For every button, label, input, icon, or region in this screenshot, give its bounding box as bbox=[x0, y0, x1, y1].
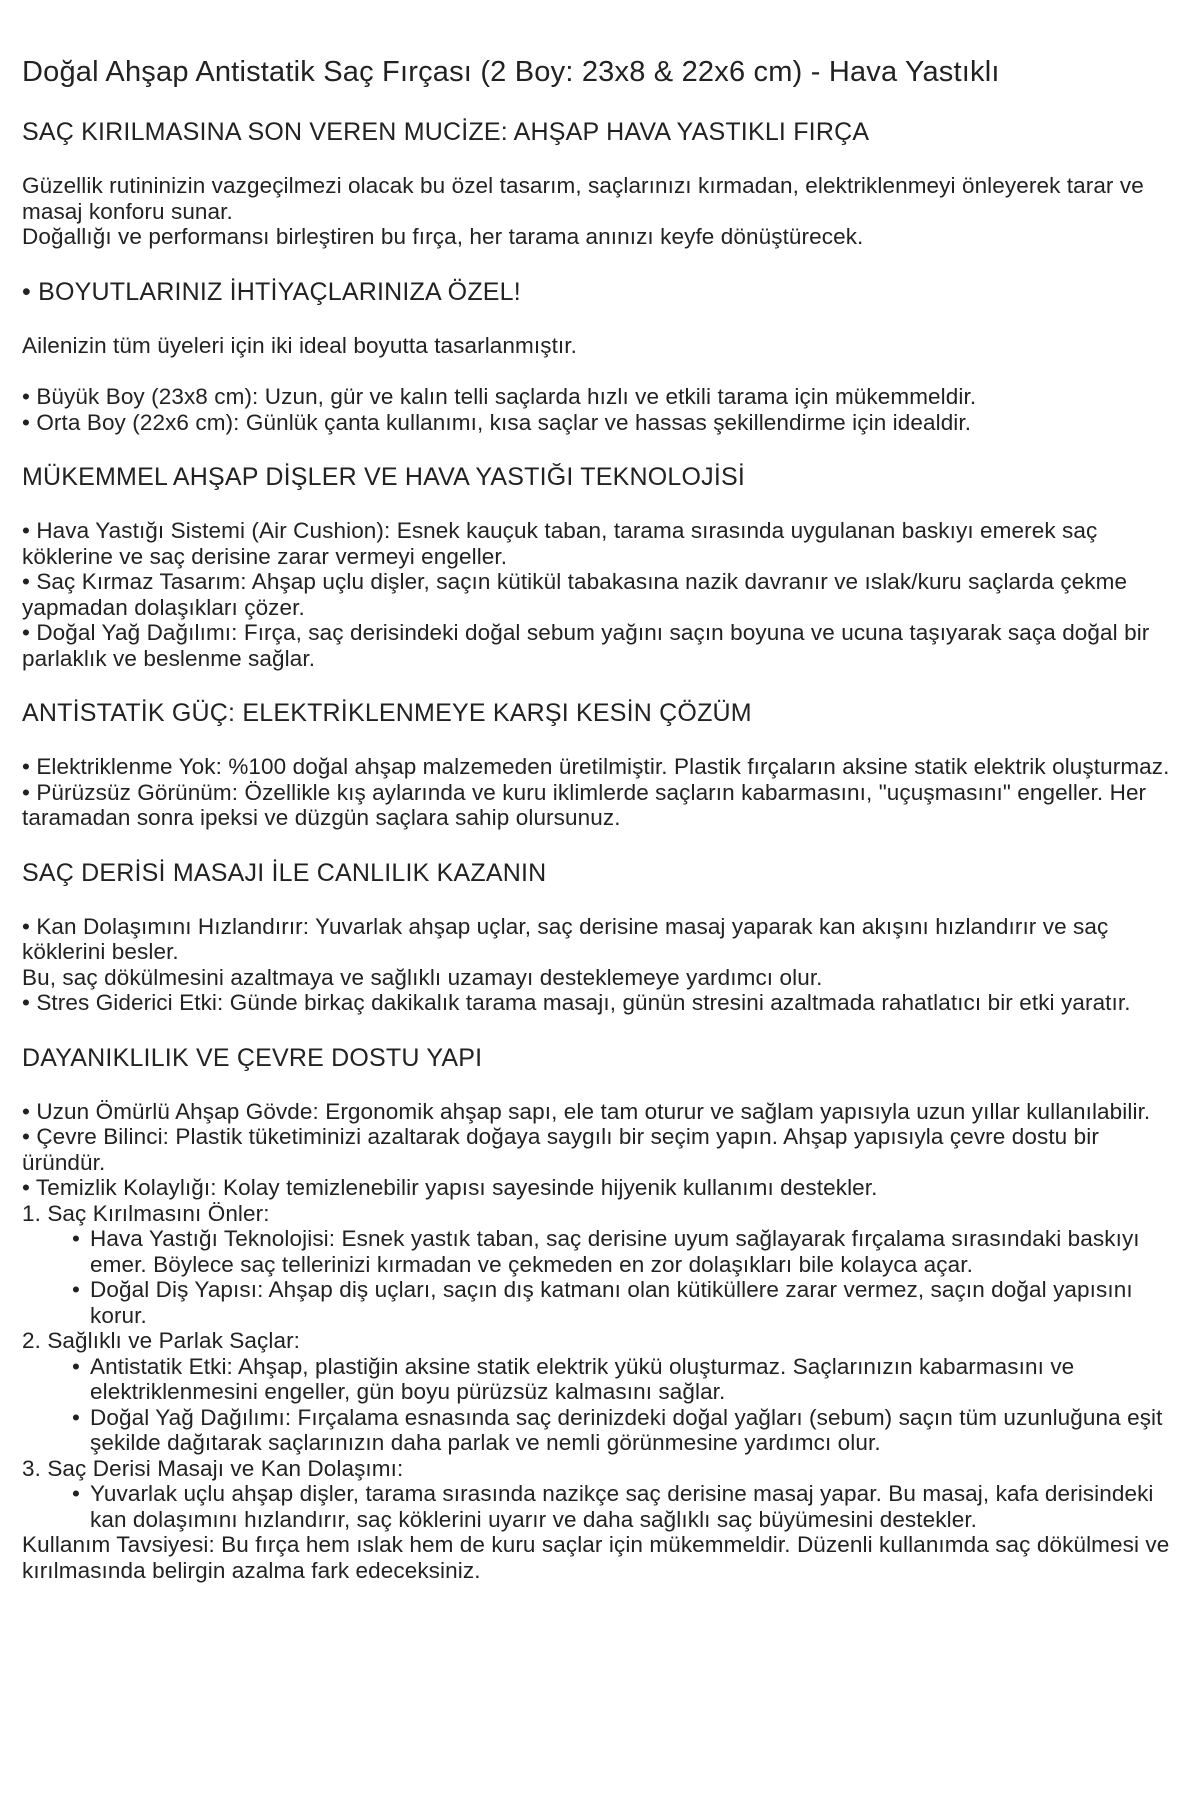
text-line: Doğallığı ve performansı birleştiren bu fırça, her tarama anınızı keyfe dönüştürecek. bbox=[22, 224, 864, 249]
section-heading: ANTİSTATİK GÜÇ: ELEKTRİKLENMEYE KARŞI KESİN ÇÖZÜM bbox=[22, 699, 752, 727]
paragraph bbox=[22, 333, 1176, 359]
text-line: • Hava Yastığı Sistemi (Air Cushion): Esnek kauçuk taban, tarama sırasında uygulanan baskıyı emerek saç köklerine ve saç derisine zarar vermeyi engeller. bbox=[22, 518, 1098, 569]
section-heading: SAÇ DERİSİ MASAJI İLE CANLILIK KAZANIN bbox=[22, 858, 547, 887]
bullet-text: Doğal Yağ Dağılımı: Fırçalama esnasında saç derinizdeki doğal yağları (sebum) saçın tüm uzunluğuna eşit şekilde dağıtarak saçlarınızın daha parlak ve nemli görünmesine yardımcı olur. bbox=[90, 1404, 1163, 1455]
bullet-icon: • bbox=[72, 1277, 80, 1302]
text-line: Güzellik rutininizin vazgeçilmezi olacak bu özel tasarım, saçlarınızı kırmadan, elektriklenmeyi önleyerek tarar ve masaj konforu sunar. bbox=[22, 173, 1144, 224]
text-line: • Doğal Yağ Dağılımı: Fırça, saç derisindeki doğal sebum yağını saçın boyuna ve ucuna taşıyarak saça doğal bir parlaklık ve beslenme sağlar. bbox=[22, 620, 1150, 671]
bullet-list bbox=[22, 1226, 1176, 1328]
text-line: • Temizlik Kolaylığı: Kolay temizlenebilir yapısı sayesinde hijyenik kullanımı destekler. bbox=[22, 1175, 878, 1200]
paragraph bbox=[22, 1532, 1176, 1583]
bullet-list bbox=[22, 1481, 1176, 1532]
paragraph bbox=[22, 173, 1176, 250]
text-line: • Kan Dolaşımını Hızlandırır: Yuvarlak ahşap uçlar, saç derisine masaj yaparak kan akışını hızlandırır ve saç köklerini besler. bbox=[22, 913, 1109, 964]
text-line: Bu, saç dökülmesini azaltmaya ve sağlıklı uzamayı desteklemeye yardımcı olur. bbox=[22, 964, 823, 990]
text-line: Kullanım Tavsiyesi: Bu fırça hem ıslak hem de kuru saçlar için mükemmeldir. Düzenli kullanımda saç dökülmesi ve kırılmasında belirgin azalma fark edeceksiniz. bbox=[22, 1532, 1170, 1583]
bullet-item bbox=[22, 1354, 1176, 1405]
text-line: • Orta Boy (22x6 cm): Günlük çanta kullanımı, kısa saçlar ve hassas şekillendirme için idealdir. bbox=[22, 409, 972, 435]
text-line: 3. Saç Derisi Masajı ve Kan Dolaşımı: bbox=[22, 1455, 404, 1481]
text-line: • Büyük Boy (23x8 cm): Uzun, gür ve kalın telli saçlarda hızlı ve etkili tarama için mükemmeldir. bbox=[22, 384, 977, 409]
text-line: • Saç Kırmaz Tasarım: Ahşap uçlu dişler, saçın kütikül tabakasına nazik davranır ve ıslak/kuru saçlarda çekme yapmadan dolaşıkları çözer. bbox=[22, 569, 1128, 620]
bullet-text: Yuvarlak uçlu ahşap dişler, tarama sırasında nazikçe saç derisine masaj yapar. Bu masaj, kafa derisindeki kan dolaşımını hızlandırır, saç köklerini uyarır ve daha sağlıklı saç büyümesini destekler. bbox=[90, 1481, 1154, 1532]
text-line: • Elektriklenme Yok: %100 doğal ahşap malzemeden üretilmiştir. Plastik fırçaların aksine statik elektrik oluşturmaz. bbox=[22, 754, 1170, 779]
bullet-icon: • bbox=[72, 1481, 80, 1506]
bullet-text: Doğal Diş Yapısı: Ahşap diş uçları, saçın dış katmanı olan kütiküllere zarar vermez, saçın doğal yapısını korur. bbox=[90, 1277, 1133, 1328]
paragraph bbox=[22, 1099, 1176, 1227]
bullet-icon: • bbox=[72, 1226, 80, 1251]
bullet-text: Hava Yastığı Teknolojisi: Esnek yastık taban, saç derisine uyum sağlayarak fırçalama sırasındaki baskıyı emer. Böylece saç tellerinizi kırmadan ve çekmeden en zor dolaşıkları bile kolayca açar. bbox=[90, 1226, 1140, 1277]
section-heading: DAYANIKLILIK VE ÇEVRE DOSTU YAPI bbox=[22, 1043, 483, 1072]
text-line: • Uzun Ömürlü Ahşap Gövde: Ergonomik ahşap sapı, ele tam oturur ve sağlam yapısıyla uzun yıllar kullanılabilir. bbox=[22, 1098, 1151, 1124]
text-line: • Çevre Bilinci: Plastik tüketiminizi azaltarak doğaya saygılı bir seçim yapın. Ahşap yapısıyla çevre dostu bir üründür. bbox=[22, 1124, 1099, 1175]
product-title: Doğal Ahşap Antistatik Saç Fırçası (2 Boy: 23x8 & 22x6 cm) - Hava Yastıklı bbox=[22, 56, 1000, 88]
text-line: • Pürüzsüz Görünüm: Özellikle kış aylarında ve kuru iklimlerde saçların kabarmasını, "uçuşmasını" engeller. Her taramadan sonra ipeksi ve düzgün saçlara sahip olursunuz. bbox=[22, 779, 1147, 830]
bullet-icon: • bbox=[72, 1353, 80, 1379]
bullet-text: Antistatik Etki: Ahşap, plastiğin aksine statik elektrik yükü oluşturmaz. Saçlarınızın kabarmasını ve elektriklenmesini engeller, gün boyu pürüzsüz kalmasını sağlar. bbox=[90, 1353, 1075, 1404]
paragraph bbox=[22, 754, 1176, 831]
section-heading: • BOYUTLARINIZ İHTİYAÇLARINIZA ÖZEL! bbox=[22, 277, 521, 306]
paragraph bbox=[22, 1456, 1176, 1482]
bullet-item bbox=[22, 1405, 1176, 1456]
text-line: 1. Saç Kırılmasını Önler: bbox=[22, 1200, 270, 1226]
section-heading: MÜKEMMEL AHŞAP DİŞLER VE HAVA YASTIĞI TEKNOLOJİSİ bbox=[22, 463, 745, 491]
paragraph bbox=[22, 518, 1176, 671]
section-heading: SAÇ KIRILMASINA SON VEREN MUCİZE: AHŞAP HAVA YASTIKLI FIRÇA bbox=[22, 118, 870, 146]
bullet-item bbox=[22, 1277, 1176, 1328]
bullet-item bbox=[22, 1481, 1176, 1532]
paragraph bbox=[22, 914, 1176, 1016]
paragraph bbox=[22, 1328, 1176, 1354]
paragraph bbox=[22, 384, 1176, 435]
text-line: • Stres Giderici Etki: Günde birkaç dakikalık tarama masajı, günün stresini azaltmada rahatlatıcı bir etki yaratır. bbox=[22, 990, 1131, 1015]
bullet-icon: • bbox=[72, 1404, 80, 1430]
bullet-list bbox=[22, 1354, 1176, 1456]
bullet-item bbox=[22, 1226, 1176, 1277]
text-line: Ailenizin tüm üyeleri için iki ideal boyutta tasarlanmıştır. bbox=[22, 332, 577, 358]
text-line: 2. Sağlıklı ve Parlak Saçlar: bbox=[22, 1328, 301, 1353]
